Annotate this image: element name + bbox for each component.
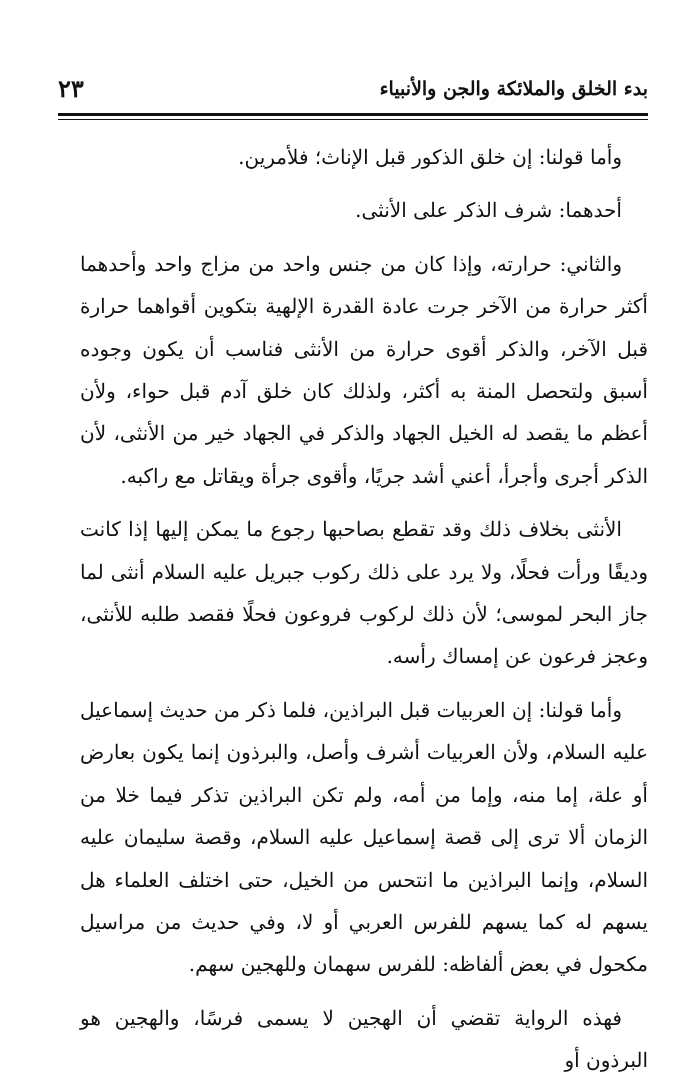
page-number: ٢٣: [58, 74, 84, 103]
paragraph-5: وأما قولنا: إن العربيات قبل البراذين، فلما ذكر من حديث إسماعيل عليه السلام، ولأن العربيات أشرف وأصل، والبرذون إنما يكون بعارض أو علة، إما منه، وإما من أمه، ولم تكن البراذين تذكر فيما خلا من الزمان ألا ترى إلى قصة إسماعيل عليه السلام، وقصة سليمان عليه السلام، وإنما البراذين ما انتحس من الخيل، حتى اختلف العلماء هل يسهم له كما يسهم للفرس العربي أو لا، وفي حديث من مراسيل مكحول في بعض ألفاظه: للفرس سهمان وللهجين سهم.: [80, 697, 648, 977]
paragraph-6: فهذه الرواية تقضي أن الهجين لا يسمى فرسًا، والهجين هو البرذون أو: [80, 1005, 648, 1073]
paragraph-4: الأنثى بخلاف ذلك وقد تقطع بصاحبها رجوع ما يمكن إليها إذا كانت وديقًا ورأت فحلًا، ولا يرد على ذلك ركوب جبريل عليه السلام أنثى لما جاز البحر لموسى؛ لأن ذلك لركوب فروعون فحلًا فقصد طلبه للأنثى، وعجز فرعون عن إمساك رأسه.: [80, 517, 648, 669]
paragraph-3: والثاني: حرارته، وإذا كان من جنس واحد من مزاج واحد وأحدهما أكثر حرارة من الآخر جرت عادة القدرة الإلهية بتكوين أقواهما حرارة قبل الآخر، والذكر أقوى حرارة من الأنثى فناسب أن يكون وجوده أسبق ولتحصل المنة به أكثر، ولذلك كان خلق آدم قبل حواء، ولأن أعظم ما يقصد له الخيل الجهاد والذكر في الجهاد خير من الأنثى، لأن الذكر أجرى وأجرأ، أعني أشد جريًا، وأقوى جرأة ويقاتل مع راكبه.: [80, 251, 648, 488]
paragraph-2: أحدهما: شرف الذكر على الأنثى.: [355, 198, 622, 223]
header-rule-thick: [58, 113, 648, 116]
paragraph-1: وأما قولنا: إن خلق الذكور قبل الإناث؛ فلأمرين.: [238, 145, 622, 169]
body-text: [80, 136, 648, 1082]
header-rule-thin: [58, 119, 648, 120]
page-header: [58, 72, 648, 106]
running-title: بدء الخلق والملائكة والجن والأنبياء: [379, 78, 648, 100]
